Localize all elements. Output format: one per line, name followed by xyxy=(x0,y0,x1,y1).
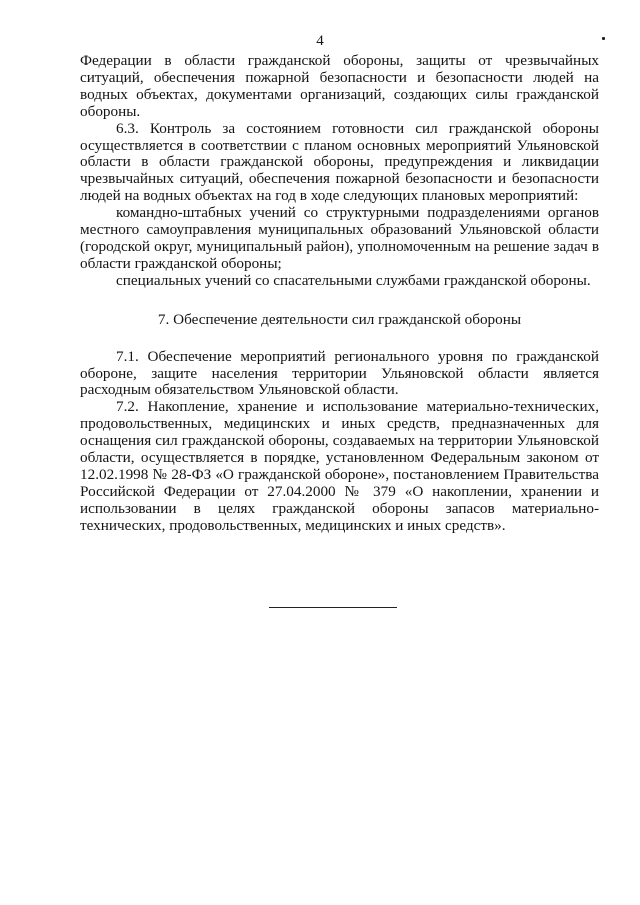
end-separator-line xyxy=(269,607,397,608)
paragraph-6-3: 6.3. Контроль за состоянием готовности сил гражданской обороны осуществляется в соответствии с планом основных мероприятий Ульяновской области в области гражданской обороны, предупреждения и ликвидации чрезвычайных ситуаций, обеспечения пожарной безопасности и безопасности людей на водных объектах на год в ходе следующих плановых мероприятий: xyxy=(80,119,599,205)
document-body xyxy=(80,53,599,535)
page-number: 4 xyxy=(316,33,324,49)
paragraph-7-2: 7.2. Накопление, хранение и использование материально-технических, продовольственных, медицинских и иных средств, предназначенных для оснащения сил гражданской обороны, создаваемых на территории Ульяновской области, осуществляется в порядке, установленном Федеральным законом от 12.02.1998 № 28-ФЗ «О гражданской обороне», постановлением Правительства Российской Федерации от 27.04.2000 № 379 «О накоплении, хранении и использовании в целях гражданской обороны запасов материально-технических, продовольственных, медицинских и иных средств». xyxy=(80,398,599,534)
list-item-special-exercises: специальных учений со спасательными службами гражданской обороны. xyxy=(116,271,591,289)
list-item-command-exercises: командно-штабных учений со структурными подразделениями органов местного самоуправления муниципальных образований Ульяновской области (городской округ, муниципальный район), уполномоченным на решение задач в области гражданской обороны; xyxy=(80,204,599,272)
paragraph-continuation: Федерации в области гражданской обороны, защиты от чрезвычайных ситуаций, обеспечения пожарной безопасности и безопасности людей на водных объектах, документами организаций, создающих силы гражданской обороны. xyxy=(80,52,599,120)
section-heading: 7. Обеспечение деятельности сил гражданской обороны xyxy=(157,310,522,328)
scan-artifact xyxy=(602,37,605,40)
paragraph-7-1: 7.1. Обеспечение мероприятий регионального уровня по гражданской обороне, защите населения территории Ульяновской области является расходным обязательством Ульяновской области. xyxy=(80,347,599,399)
